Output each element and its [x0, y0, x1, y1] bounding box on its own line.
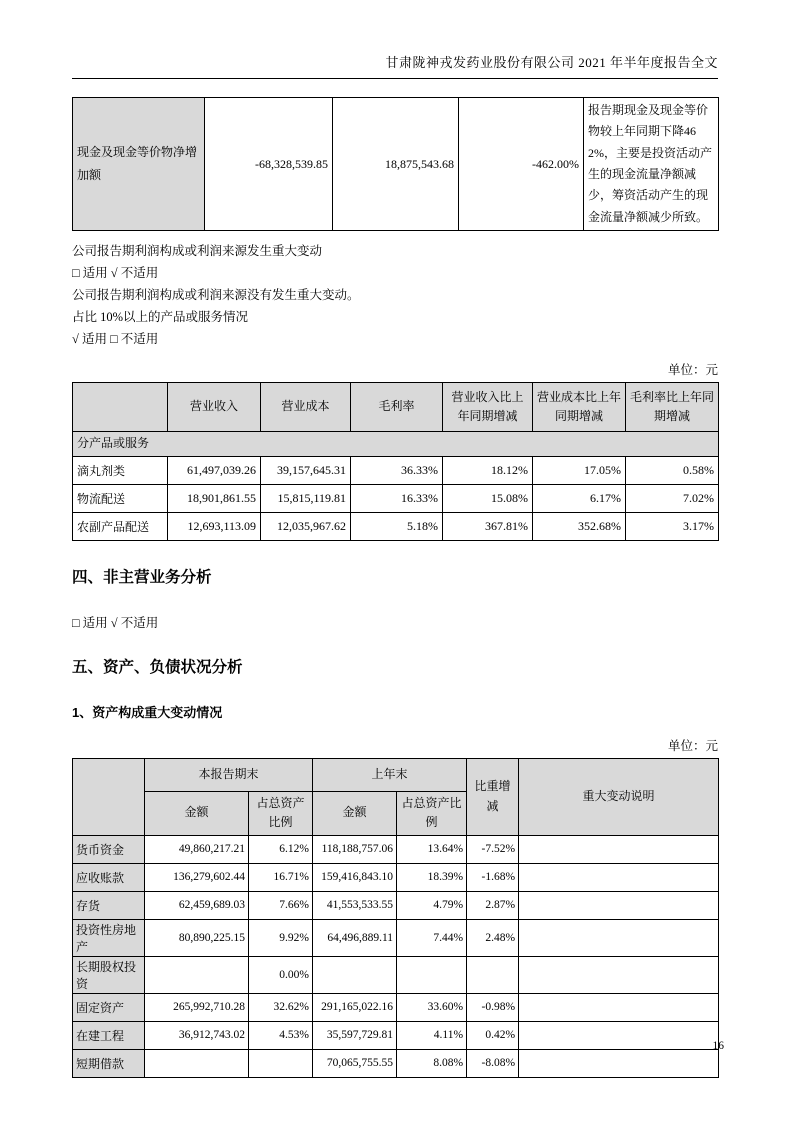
value-cell [313, 956, 397, 993]
value-cell [519, 863, 719, 891]
value-cell: 7.66% [249, 891, 313, 919]
value-cell: 61,497,039.26 [168, 456, 261, 484]
ratio-header-cell: 占总资产比例 [397, 791, 467, 835]
value-cell: 18.12% [443, 456, 533, 484]
value-cell: 291,165,022.16 [313, 993, 397, 1021]
products-over-10pct-title: 占比 10%以上的产品或服务情况 [72, 309, 249, 324]
table-row [73, 1021, 719, 1049]
value-cell: 2.87% [467, 891, 519, 919]
value-cell: 7.02% [626, 484, 719, 512]
value-cell: 41,553,533.55 [313, 891, 397, 919]
table-row [73, 993, 719, 1021]
row-label-cell: 在建工程 [73, 1021, 145, 1049]
row-label-cell: 存货 [73, 891, 145, 919]
unit-label: 单位：元 [667, 362, 718, 377]
value-cell: 39,157,645.31 [261, 456, 351, 484]
row-label-cell: 短期借款 [73, 1049, 145, 1077]
ratio-header-cell: 占总资产比例 [249, 791, 313, 835]
margin-yoy-header-cell: 毛利率比上年同期增减 [626, 382, 719, 431]
value-cell: 18,901,861.55 [168, 484, 261, 512]
value-cell: 13.64% [397, 835, 467, 863]
value-cell: -0.98% [467, 993, 519, 1021]
value-cell: 4.53% [249, 1021, 313, 1049]
table-row [73, 512, 719, 540]
row-label-cell: 长期股权投资 [73, 956, 145, 993]
value-cell [467, 956, 519, 993]
gross-margin-header-cell: 毛利率 [351, 382, 443, 431]
section-5-heading: 五、资产、负债状况分析 [72, 658, 243, 676]
amount-header-cell: 金额 [145, 791, 249, 835]
value-cell: 36.33% [351, 456, 443, 484]
value-cell: 9.92% [249, 919, 313, 956]
value-cell: 62,459,689.03 [145, 891, 249, 919]
table-row [73, 456, 719, 484]
value-cell [519, 1021, 719, 1049]
value-cell: 16.71% [249, 863, 313, 891]
value-cell: 32.62% [249, 993, 313, 1021]
value-cell: 7.44% [397, 919, 467, 956]
value-cell [519, 835, 719, 863]
value-cell: 12,035,967.62 [261, 512, 351, 540]
value-cell: 36,912,743.02 [145, 1021, 249, 1049]
value-cell [519, 1049, 719, 1077]
value-cell [249, 1049, 313, 1077]
value-cell: 49,860,217.21 [145, 835, 249, 863]
value-cell: 64,496,889.11 [313, 919, 397, 956]
cost-header-cell: 营业成本 [261, 382, 351, 431]
report-title: 甘肃陇神戎发药业股份有限公司 2021 年半年度报告全文 [385, 55, 718, 70]
value-cell [519, 993, 719, 1021]
value-cell: 4.11% [397, 1021, 467, 1049]
products-services-table [72, 382, 719, 541]
value-cell: 80,890,225.15 [145, 919, 249, 956]
value-cell [519, 956, 719, 993]
cash-equivalents-table [72, 97, 719, 231]
value-cell: 6.12% [249, 835, 313, 863]
value-cell [145, 956, 249, 993]
row-label-cell: 滴丸剂类 [73, 456, 168, 484]
profit-change-paragraphs [72, 240, 718, 349]
row-label-cell: 货币资金 [73, 835, 145, 863]
remark-cell: 报告期现金及现金等价物较上年同期下降462%，主要是投资活动产生的现金流量净额减少，筹资活动产生的现金流量净额减少所致。 [584, 98, 719, 231]
value-cell: 70,065,755.55 [313, 1049, 397, 1077]
revenue-header-cell: 营业收入 [168, 382, 261, 431]
row-label-cell: 固定资产 [73, 993, 145, 1021]
unit-label: 单位：元 [667, 738, 718, 753]
table-row [73, 891, 719, 919]
blank-header-cell [73, 758, 145, 835]
row-label-cell: 应收账款 [73, 863, 145, 891]
assets-composition-table [72, 758, 719, 1078]
value-cell: 17.05% [533, 456, 626, 484]
table-row [73, 98, 719, 231]
cost-yoy-header-cell: 营业成本比上年同期增减 [533, 382, 626, 431]
value-cell: 3.17% [626, 512, 719, 540]
subsection-1-heading: 1、资产构成重大变动情况 [72, 704, 223, 720]
table-row [73, 1049, 719, 1077]
prior-year-end-header-cell: 上年末 [313, 758, 467, 791]
value-cell: -1.68% [467, 863, 519, 891]
value-cell: 15.08% [443, 484, 533, 512]
value-cell: 12,693,113.09 [168, 512, 261, 540]
row-label-cell: 现金及现金等价物净增加额 [73, 98, 205, 231]
value-cell: 2.48% [467, 919, 519, 956]
value-cell: 6.17% [533, 484, 626, 512]
value-cell: 35,597,729.81 [313, 1021, 397, 1049]
table-header-row [73, 382, 719, 431]
value-cell: 118,188,757.06 [313, 835, 397, 863]
profit-change-title: 公司报告期利润构成或利润来源发生重大变动 [72, 244, 323, 259]
section-label-cell: 分产品或服务 [73, 431, 719, 456]
row-label-cell: 投资性房地产 [73, 919, 145, 956]
table-row [73, 484, 719, 512]
blank-header-cell [73, 382, 168, 431]
prior-period-value-cell: 18,875,543.68 [333, 98, 459, 231]
products-applicable-line: √ 适用 □ 不适用 [72, 331, 159, 346]
value-cell [397, 956, 467, 993]
value-cell [145, 1049, 249, 1077]
value-cell: 352.68% [533, 512, 626, 540]
value-cell: 15,815,119.81 [261, 484, 351, 512]
value-cell: 4.79% [397, 891, 467, 919]
current-period-header-cell: 本报告期末 [145, 758, 313, 791]
value-cell: 18.39% [397, 863, 467, 891]
profit-change-applicable-line: □ 适用 √ 不适用 [72, 266, 159, 281]
value-cell: 8.08% [397, 1049, 467, 1077]
row-label-cell: 农副产品配送 [73, 512, 168, 540]
value-cell [519, 891, 719, 919]
table-row [73, 863, 719, 891]
page-number: 16 [712, 1040, 724, 1052]
value-cell: -7.52% [467, 835, 519, 863]
table-section-row [73, 431, 719, 456]
value-cell: 0.42% [467, 1021, 519, 1049]
page-header [72, 52, 718, 79]
profit-change-note: 公司报告期利润构成或利润来源没有发生重大变动。 [72, 287, 360, 302]
weight-change-header-cell: 比重增减 [467, 758, 519, 835]
major-change-note-header-cell: 重大变动说明 [519, 758, 719, 835]
value-cell: 136,279,602.44 [145, 863, 249, 891]
change-percent-cell: -462.00% [459, 98, 584, 231]
value-cell: 0.00% [249, 956, 313, 993]
amount-header-cell: 金额 [313, 791, 397, 835]
value-cell: 33.60% [397, 993, 467, 1021]
revenue-yoy-header-cell: 营业收入比上年同期增减 [443, 382, 533, 431]
value-cell: 5.18% [351, 512, 443, 540]
table-row [73, 835, 719, 863]
table-row [73, 956, 719, 993]
value-cell: 159,416,843.10 [313, 863, 397, 891]
table-header-row [73, 758, 719, 791]
table-row [73, 919, 719, 956]
section-4-applicable-line: □ 适用 √ 不适用 [72, 615, 159, 630]
value-cell: 367.81% [443, 512, 533, 540]
value-cell: 16.33% [351, 484, 443, 512]
value-cell: 265,992,710.28 [145, 993, 249, 1021]
section-4-heading: 四、非主营业务分析 [72, 568, 212, 586]
value-cell: 0.58% [626, 456, 719, 484]
value-cell [519, 919, 719, 956]
row-label-cell: 物流配送 [73, 484, 168, 512]
value-cell: -8.08% [467, 1049, 519, 1077]
current-period-value-cell: -68,328,539.85 [205, 98, 333, 231]
